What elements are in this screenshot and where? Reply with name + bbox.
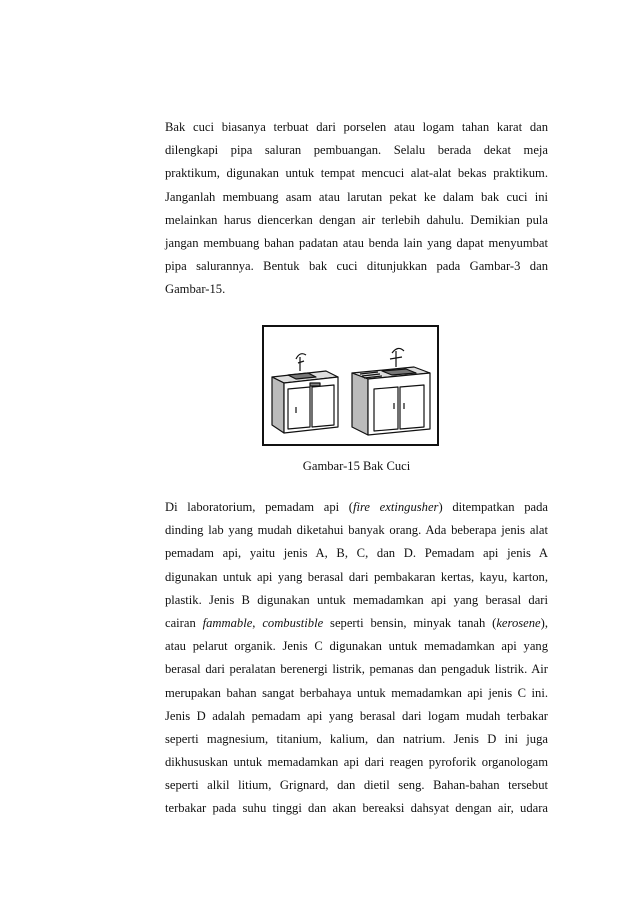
text-segment: Di laboratorium, pemadam api ( (165, 500, 353, 514)
italic-term: kerosene (496, 615, 541, 630)
text-line: dilengkapi pipa saluran pembuangan. Selalu berada dekat meja (165, 143, 548, 158)
text-line: melainkan harus diencerkan dengan air terlebih dahulu. Demikian pula (165, 212, 548, 227)
text-segment: , (252, 615, 263, 630)
text-line: berasal dari peralatan berenergi listrik, pemanas dan pengaduk listrik. Air (165, 662, 548, 677)
sink-cabinets-illustration (264, 327, 437, 444)
text-line: jangan membuang bahan padatan atau benda lain yang dapat menyumbat (165, 235, 548, 250)
text-line: seperti alkil litium, Grignard, dan dietil seng. Bahan-bahan tersebut (165, 778, 548, 793)
text-segment: ) ditempatkan pada (438, 500, 549, 514)
text-line: dikhususkan untuk memadamkan api dari reagen pyroforik organologam (165, 755, 548, 770)
italic-term: combustible (262, 615, 324, 630)
text-line: dinding lab yang mudah diketahui banyak orang. Ada beberapa jenis alat (165, 523, 548, 538)
text-line (165, 496, 548, 519)
figure-caption: Gambar-15 Bak Cuci (302, 459, 411, 473)
text-segment: seperti bensin, minyak tanah ( (323, 615, 497, 630)
text-line: praktikum, digunakan untuk tempat mencuci alat-alat bekas praktikum. (165, 166, 548, 181)
paragraph-sink-description (165, 116, 548, 302)
italic-term: fammable (202, 615, 253, 630)
text-line: plastik. Jenis B digunakan untuk memadamkan api yang berasal dari (165, 592, 548, 607)
text-line (165, 612, 548, 635)
text-segment: ), (540, 615, 548, 630)
text-line: pipa salurannya. Bentuk bak cuci ditunjukkan pada Gambar-3 dan (165, 259, 548, 274)
text-line: Jenis D adalah pemadam api yang berasal dari logam mudah terbakar (165, 708, 548, 723)
text-segment: cairan (165, 615, 203, 630)
sink-figure (262, 325, 439, 446)
text-line: pemadam api, yaitu jenis A, B, C, dan D. Pemadam api jenis A (165, 546, 548, 561)
text-line: atau pelarut organik. Jenis C digunakan untuk memadamkan api yang (165, 639, 548, 654)
text-line: Gambar-15. (165, 282, 226, 297)
paragraph-fire-extinguisher (165, 496, 548, 821)
text-line: Bak cuci biasanya terbuat dari porselen atau logam tahan karat dan (165, 120, 548, 134)
text-line: digunakan untuk api yang berasal dari pembakaran kertas, kayu, karton, (165, 569, 548, 584)
text-line: seperti magnesium, titanium, kalium, dan natrium. Jenis D ini juga (165, 731, 548, 746)
text-line: Janganlah membuang asam atau larutan pekat ke dalam bak cuci ini (165, 189, 548, 204)
text-line: terbakar pada suhu tinggi dan akan bereaksi dahsyat dengan air, udara (165, 801, 548, 816)
text-line: merupakan bahan sangat berbahaya untuk memadamkan api jenis C ini. (165, 685, 548, 700)
italic-term: fire extingusher (353, 500, 439, 514)
